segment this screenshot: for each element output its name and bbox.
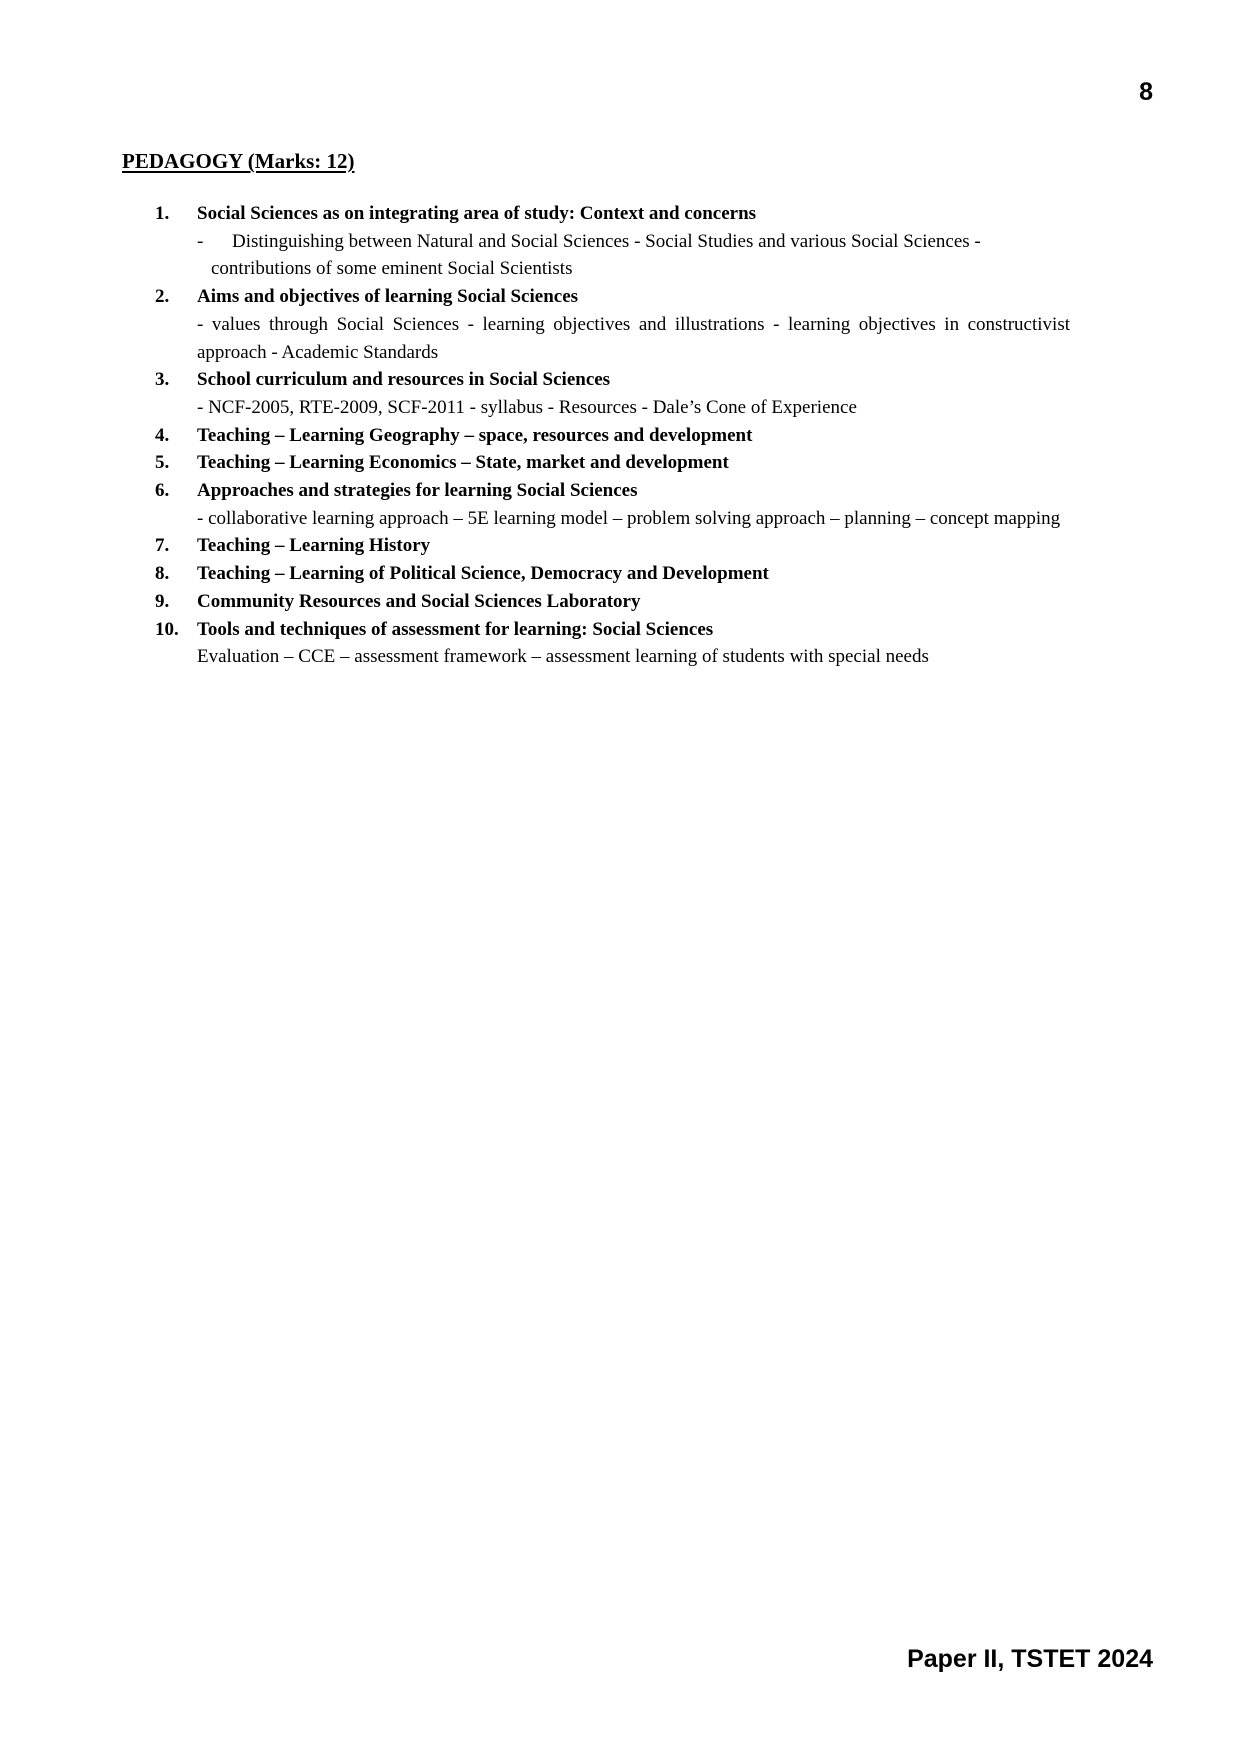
item-detail-text: Distinguishing between Natural and Social Sciences - Social Studies and various Social Sciences - contributions of some eminent Social Scientists <box>211 230 981 280</box>
item-heading: School curriculum and resources in Social Sciences <box>197 369 611 391</box>
item-number: 9. <box>155 590 170 612</box>
item-heading: Approaches and strategies for learning Social Sciences <box>197 480 638 502</box>
syllabus-list <box>155 200 1070 671</box>
bullet-dash: - <box>197 230 204 252</box>
item-number: 7. <box>155 535 170 557</box>
list-item <box>155 422 1070 450</box>
item-heading: Teaching – Learning of Political Science, Democracy and Development <box>197 563 769 585</box>
item-heading: Aims and objectives of learning Social Sciences <box>197 286 579 308</box>
item-detail: - values through Social Sciences - learning objectives and illustrations - learning objectives in constructivist approach - Academic Standards <box>197 313 1070 363</box>
item-heading: Community Resources and Social Sciences Laboratory <box>197 590 641 612</box>
item-heading: Tools and techniques of assessment for learning: Social Sciences <box>197 618 714 640</box>
item-number: 4. <box>155 424 170 446</box>
item-number: 10. <box>155 618 179 640</box>
item-detail: - collaborative learning approach – 5E learning model – problem solving approach – planning – concept mapping <box>197 507 1061 529</box>
list-item <box>155 588 1070 616</box>
list-item <box>155 616 1070 671</box>
item-heading: Teaching – Learning Geography – space, resources and development <box>197 424 753 446</box>
item-heading: Social Sciences as on integrating area of study: Context and concerns <box>197 203 757 224</box>
list-item <box>155 449 1070 477</box>
item-detail: - NCF-2005, RTE-2009, SCF-2011 - syllabus - Resources - Dale’s Cone of Experience <box>197 396 857 418</box>
footer-paper-label: Paper II, TSTET 2024 <box>907 1645 1153 1673</box>
item-number: 6. <box>155 480 170 502</box>
item-detail: Evaluation – CCE – assessment framework – assessment learning of students with special needs <box>197 646 929 668</box>
list-item <box>155 200 1070 283</box>
list-item <box>155 283 1070 366</box>
page-number: 8 <box>1139 78 1153 106</box>
item-number: 2. <box>155 286 170 308</box>
list-item <box>155 366 1070 421</box>
item-number: 3. <box>155 369 170 391</box>
list-item <box>155 560 1070 588</box>
item-heading: Teaching – Learning Economics – State, market and development <box>197 452 729 474</box>
item-heading: Teaching – Learning History <box>197 535 431 557</box>
item-number: 8. <box>155 563 170 585</box>
list-item <box>155 477 1070 532</box>
item-number: 5. <box>155 452 170 474</box>
item-number: 1. <box>155 203 170 224</box>
list-item <box>155 532 1070 560</box>
section-title: PEDAGOGY (Marks: 12) <box>122 149 355 173</box>
item-detail <box>197 228 1070 283</box>
